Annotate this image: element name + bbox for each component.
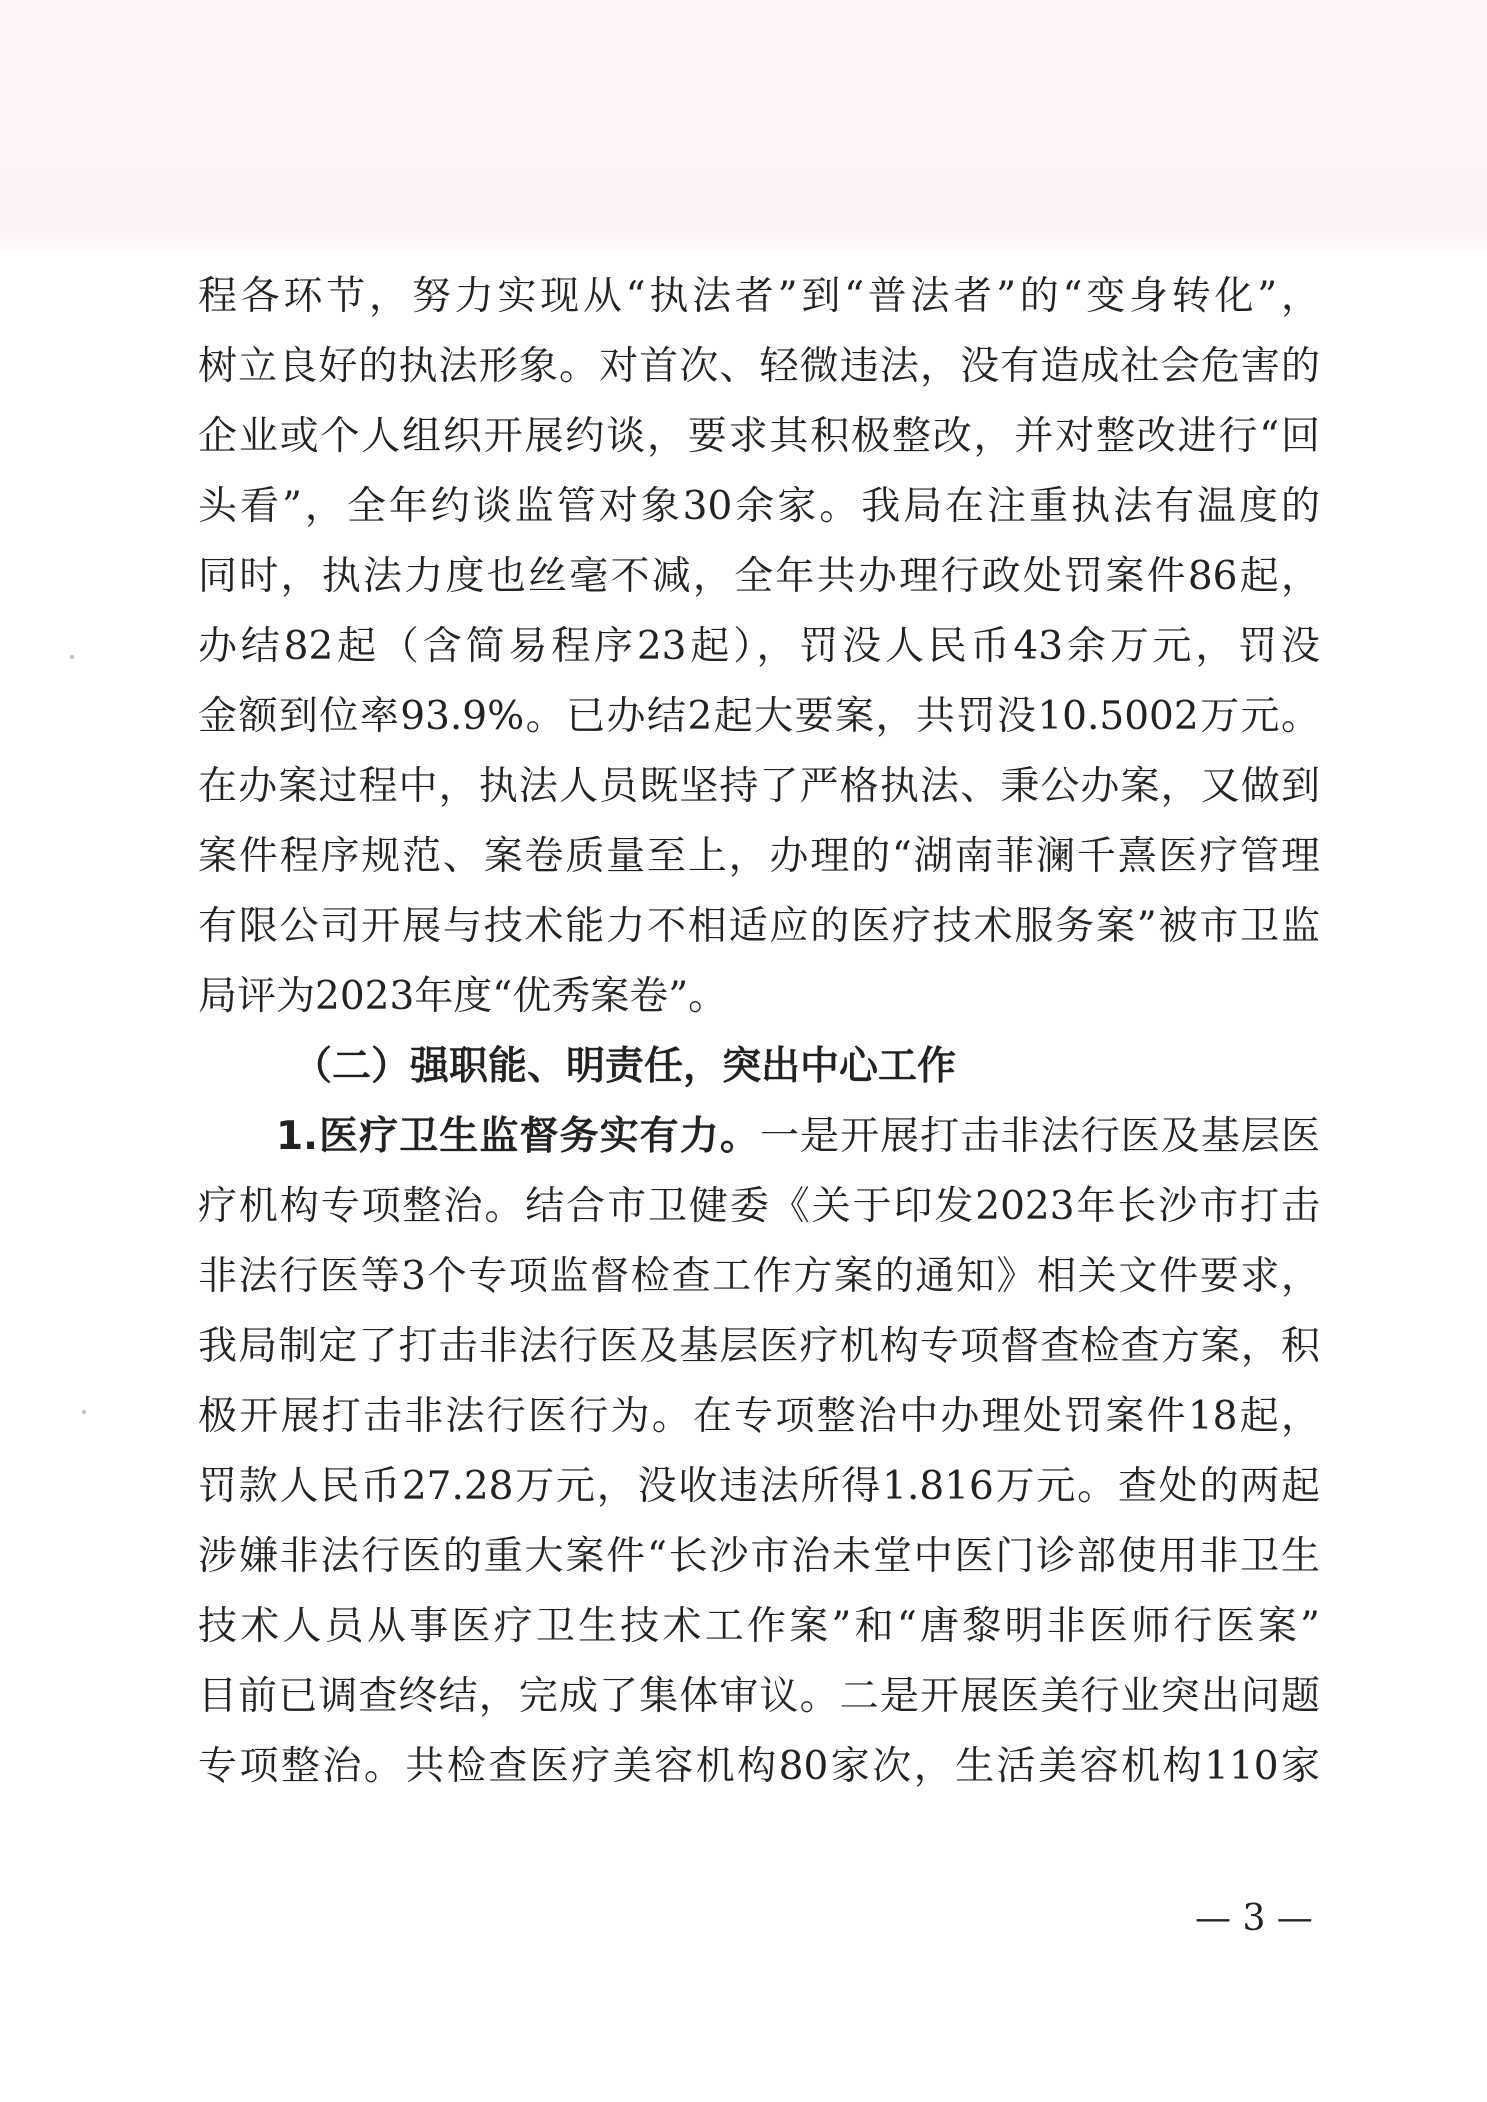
scan-speck xyxy=(82,1410,86,1414)
text-line: 企业或个人组织开展约谈，要求其积极整改，并对整改进行“回 xyxy=(198,414,1320,459)
text-line: 极开展打击非法行医行为。在专项整治中办理处罚案件18起， xyxy=(198,1394,1320,1439)
text-line: 涉嫌非法行医的重大案件“长沙市治未堂中医门诊部使用非卫生 xyxy=(198,1534,1320,1579)
text-line: 树立良好的执法形象。对首次、轻微违法，没有造成社会危害的 xyxy=(198,344,1320,389)
text-line: 非法行医等3个专项监督检查工作方案的通知》相关文件要求， xyxy=(198,1254,1320,1299)
text-line: 局评为2023年度“优秀案卷”。 xyxy=(198,974,728,1019)
text-line: 专项整治。共检查医疗美容机构80家次，生活美容机构110家 xyxy=(198,1744,1320,1789)
text-line: 金额到位率93.9%。已办结2起大要案，共罚没10.5002万元。 xyxy=(198,694,1320,739)
text-span: 一是开展打击非法行医及基层医 xyxy=(759,1114,1320,1159)
text-line: 办结82起（含简易程序23起），罚没人民币43余万元，罚没 xyxy=(198,624,1320,669)
text-line: 技术人员从事医疗卫生技术工作案”和“唐黎明非医师行医案” xyxy=(198,1604,1320,1649)
text-line: 疗机构专项整治。结合市卫健委《关于印发2023年长沙市打击 xyxy=(198,1184,1320,1229)
text-line: 有限公司开展与技术能力不相适应的医疗技术服务案”被市卫监 xyxy=(198,904,1320,949)
document-body xyxy=(198,262,1320,1802)
text-line: 我局制定了打击非法行医及基层医疗机构专项督查检查方案，积 xyxy=(198,1324,1320,1369)
text-line: 程各环节，努力实现从“执法者”到“普法者”的“变身转化”， xyxy=(198,274,1320,319)
text-line: 案件程序规范、案卷质量至上，办理的“湖南菲澜千熹医疗管理 xyxy=(198,834,1320,879)
text-line xyxy=(198,1102,1320,1172)
text-line: 在办案过程中，执法人员既坚持了严格执法、秉公办案，又做到 xyxy=(198,764,1320,809)
page-number: — 3 — xyxy=(1195,1898,1313,1939)
paragraph-enforcement xyxy=(198,262,1320,1032)
paragraph-medical-supervision xyxy=(198,1102,1320,1802)
text-line: 罚款人民币27.28万元，没收违法所得1.816万元。查处的两起 xyxy=(198,1464,1320,1509)
text-line: 同时，执法力度也丝毫不减，全年共办理行政处罚案件86起， xyxy=(198,554,1320,599)
text-line: 头看”，全年约谈监管对象30余家。我局在注重执法有温度的 xyxy=(198,484,1320,529)
text-line: 目前已调查终结，完成了集体审议。二是开展医美行业突出问题 xyxy=(198,1674,1320,1719)
paragraph-lead: 1.医疗卫生监督务实有力。 xyxy=(276,1114,760,1159)
section-heading: （二）强职能、明责任，突出中心工作 xyxy=(293,1044,957,1089)
scan-speck xyxy=(70,655,74,659)
page-header-band xyxy=(0,0,1487,250)
